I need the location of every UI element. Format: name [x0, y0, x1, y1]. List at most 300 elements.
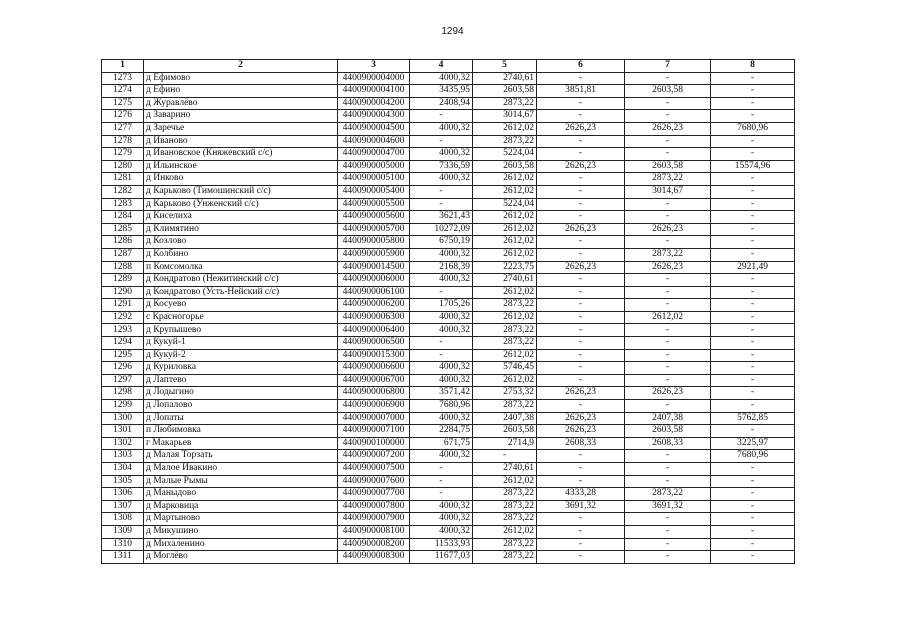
value-col-6: - [537, 97, 625, 110]
settlement-code: 4400900004200 [338, 97, 410, 110]
settlement-code: 4400900005000 [338, 160, 410, 173]
value-col-5: 2873,22 [473, 551, 537, 564]
value-col-7: - [625, 362, 711, 375]
value-col-8: - [711, 387, 795, 400]
value-col-8: 5762,85 [711, 412, 795, 425]
settlement-name: д Заречье [144, 122, 338, 135]
value-col-8: - [711, 97, 795, 110]
table-row [102, 349, 795, 362]
value-col-7: - [625, 463, 711, 476]
row-number: 1276 [102, 110, 144, 123]
settlement-name: д Иваново [144, 135, 338, 148]
value-col-4: 11677,03 [410, 551, 473, 564]
value-col-8: - [711, 148, 795, 161]
row-number: 1275 [102, 97, 144, 110]
settlement-code: 4400900007900 [338, 513, 410, 526]
header-cell: 5 [473, 60, 537, 73]
value-col-7: - [625, 513, 711, 526]
value-col-4: - [410, 475, 473, 488]
settlement-code: 4400900007100 [338, 425, 410, 438]
settlement-code: 4400900005500 [338, 198, 410, 211]
value-col-5: 2740,61 [473, 463, 537, 476]
value-col-8: - [711, 311, 795, 324]
value-col-8: - [711, 337, 795, 350]
settlement-name: д Марковица [144, 500, 338, 513]
settlement-name: д Малая Торзать [144, 450, 338, 463]
value-col-5: 2873,22 [473, 97, 537, 110]
value-col-4: 2408,94 [410, 97, 473, 110]
value-col-6: - [537, 274, 625, 287]
value-col-8: - [711, 538, 795, 551]
row-number: 1298 [102, 387, 144, 400]
value-col-5: 2740,61 [473, 72, 537, 85]
table-row [102, 551, 795, 564]
value-col-6: - [537, 400, 625, 413]
header-cell: 7 [625, 60, 711, 73]
value-col-5: 2612,02 [473, 173, 537, 186]
value-col-6: - [537, 286, 625, 299]
settlement-code: 4400900008300 [338, 551, 410, 564]
value-col-5: 2714,9 [473, 437, 537, 450]
value-col-7: 2873,22 [625, 248, 711, 261]
value-col-6: - [537, 248, 625, 261]
row-number: 1309 [102, 525, 144, 538]
settlement-code: 4400900005100 [338, 173, 410, 186]
value-col-5: - [473, 450, 537, 463]
settlement-code: 4400900006500 [338, 337, 410, 350]
table-row [102, 500, 795, 513]
value-col-7: - [625, 400, 711, 413]
settlement-name: д Кондратово (Нежитинский с/с) [144, 274, 338, 287]
settlement-code: 4400900005600 [338, 211, 410, 224]
value-col-6: 2626,23 [537, 261, 625, 274]
row-number: 1280 [102, 160, 144, 173]
value-col-5: 2612,02 [473, 236, 537, 249]
settlement-code: 4400900006900 [338, 400, 410, 413]
header-cell: 4 [410, 60, 473, 73]
value-col-7: - [625, 538, 711, 551]
value-col-7: 2603,58 [625, 425, 711, 438]
value-col-5: 2753,32 [473, 387, 537, 400]
row-number: 1292 [102, 311, 144, 324]
value-col-6: 2608,33 [537, 437, 625, 450]
table-row [102, 185, 795, 198]
value-col-6: 2626,23 [537, 223, 625, 236]
value-col-5: 2612,02 [473, 475, 537, 488]
settlement-code: 4400900006700 [338, 374, 410, 387]
value-col-4: 3435,95 [410, 85, 473, 98]
value-col-5: 2612,02 [473, 349, 537, 362]
value-col-4: - [410, 185, 473, 198]
value-col-6: 2626,23 [537, 122, 625, 135]
settlement-name: д Лаптево [144, 374, 338, 387]
value-col-6: - [537, 185, 625, 198]
settlement-code: 4400900007800 [338, 500, 410, 513]
value-col-4: 11533,93 [410, 538, 473, 551]
settlement-code: 4400900014500 [338, 261, 410, 274]
settlement-code: 4400900005400 [338, 185, 410, 198]
value-col-4: - [410, 488, 473, 501]
settlement-name: д Карьково (Тимошинский с/с) [144, 185, 338, 198]
table-row [102, 538, 795, 551]
table-row [102, 122, 795, 135]
value-col-6: 4333,28 [537, 488, 625, 501]
value-col-8: - [711, 286, 795, 299]
value-col-4: 4000,32 [410, 450, 473, 463]
header-cell: 3 [338, 60, 410, 73]
table-row [102, 362, 795, 375]
row-number: 1277 [102, 122, 144, 135]
value-col-5: 2603,58 [473, 160, 537, 173]
table-row [102, 110, 795, 123]
value-col-5: 2740,61 [473, 274, 537, 287]
settlement-code: 4400900100000 [338, 437, 410, 450]
value-col-6: - [537, 72, 625, 85]
row-number: 1301 [102, 425, 144, 438]
settlement-code: 4400900006300 [338, 311, 410, 324]
table-row [102, 211, 795, 224]
value-col-8: - [711, 425, 795, 438]
table-row [102, 72, 795, 85]
value-col-4: 4000,32 [410, 513, 473, 526]
value-col-6: - [537, 211, 625, 224]
row-number: 1293 [102, 324, 144, 337]
table-row [102, 261, 795, 274]
value-col-5: 2603,58 [473, 425, 537, 438]
value-col-8: - [711, 223, 795, 236]
settlement-code: 4400900007200 [338, 450, 410, 463]
row-number: 1290 [102, 286, 144, 299]
table-row [102, 173, 795, 186]
value-col-4: 2284,75 [410, 425, 473, 438]
value-col-5: 2873,22 [473, 488, 537, 501]
table-row [102, 198, 795, 211]
table-row [102, 311, 795, 324]
value-col-6: - [537, 349, 625, 362]
value-col-7: - [625, 211, 711, 224]
settlement-code: 4400900006000 [338, 274, 410, 287]
value-col-6: - [537, 337, 625, 350]
value-col-7: - [625, 525, 711, 538]
value-col-6: 2626,23 [537, 160, 625, 173]
row-number: 1286 [102, 236, 144, 249]
value-col-6: - [537, 173, 625, 186]
value-col-6: - [537, 463, 625, 476]
settlement-code: 4400900006200 [338, 299, 410, 312]
settlement-name: г Макарьев [144, 437, 338, 450]
settlement-code: 4400900006100 [338, 286, 410, 299]
settlement-code: 4400900007500 [338, 463, 410, 476]
value-col-4: 3621,43 [410, 211, 473, 224]
table-row [102, 236, 795, 249]
value-col-4: 4000,32 [410, 374, 473, 387]
settlement-code: 4400900007700 [338, 488, 410, 501]
value-col-8: - [711, 110, 795, 123]
value-col-6: - [537, 450, 625, 463]
value-col-7: - [625, 324, 711, 337]
value-col-5: 2612,02 [473, 211, 537, 224]
settlement-name: д Ефимово [144, 72, 338, 85]
value-col-7: - [625, 337, 711, 350]
value-col-6: - [537, 374, 625, 387]
value-col-7: - [625, 97, 711, 110]
value-col-5: 3014,67 [473, 110, 537, 123]
value-col-6: - [537, 362, 625, 375]
settlement-code: 4400900004300 [338, 110, 410, 123]
value-col-7: 2612,02 [625, 311, 711, 324]
value-col-4: 4000,32 [410, 525, 473, 538]
settlement-name: д Кукуй-2 [144, 349, 338, 362]
table-row [102, 450, 795, 463]
value-col-7: 2608,33 [625, 437, 711, 450]
value-col-7: - [625, 299, 711, 312]
value-col-5: 2612,02 [473, 122, 537, 135]
row-number: 1311 [102, 551, 144, 564]
row-number: 1291 [102, 299, 144, 312]
settlement-code: 4400900004700 [338, 148, 410, 161]
data-table [101, 59, 795, 564]
settlement-code: 4400900008100 [338, 525, 410, 538]
value-col-8: - [711, 475, 795, 488]
value-col-4: - [410, 463, 473, 476]
row-number: 1300 [102, 412, 144, 425]
settlement-code: 4400900006400 [338, 324, 410, 337]
value-col-8: - [711, 463, 795, 476]
header-cell: 8 [711, 60, 795, 73]
value-col-5: 2612,02 [473, 311, 537, 324]
value-col-5: 2873,22 [473, 299, 537, 312]
table-row [102, 337, 795, 350]
value-col-5: 2407,38 [473, 412, 537, 425]
value-col-4: 7336,59 [410, 160, 473, 173]
value-col-8: - [711, 85, 795, 98]
value-col-5: 2873,22 [473, 513, 537, 526]
value-col-8: - [711, 525, 795, 538]
settlement-name: п Любимовка [144, 425, 338, 438]
value-col-5: 2873,22 [473, 337, 537, 350]
settlement-name: п Комсомолка [144, 261, 338, 274]
table-row [102, 97, 795, 110]
value-col-4: - [410, 198, 473, 211]
value-col-5: 2612,02 [473, 525, 537, 538]
value-col-4: - [410, 349, 473, 362]
value-col-7: - [625, 274, 711, 287]
value-col-4: - [410, 110, 473, 123]
value-col-8: - [711, 72, 795, 85]
value-col-7: - [625, 198, 711, 211]
table-row [102, 475, 795, 488]
value-col-7: - [625, 286, 711, 299]
value-col-7: 2873,22 [625, 488, 711, 501]
value-col-8: - [711, 324, 795, 337]
page-number: 1294 [441, 26, 464, 37]
value-col-5: 5224,04 [473, 148, 537, 161]
value-col-6: - [537, 324, 625, 337]
value-col-8: - [711, 211, 795, 224]
row-number: 1284 [102, 211, 144, 224]
header-cell: 2 [144, 60, 338, 73]
value-col-8: 2921,49 [711, 261, 795, 274]
value-col-7: 3691,32 [625, 500, 711, 513]
settlement-name: д Лопалово [144, 400, 338, 413]
row-number: 1288 [102, 261, 144, 274]
value-col-4: 4000,32 [410, 412, 473, 425]
settlement-name: д Карьково (Унженский с/с) [144, 198, 338, 211]
value-col-6: - [537, 299, 625, 312]
value-col-7: 2626,23 [625, 387, 711, 400]
settlement-code: 4400900006600 [338, 362, 410, 375]
table-row [102, 299, 795, 312]
header-cell: 6 [537, 60, 625, 73]
row-number: 1294 [102, 337, 144, 350]
header-row [102, 60, 795, 73]
settlement-name: д Ефино [144, 85, 338, 98]
table-row [102, 463, 795, 476]
row-number: 1282 [102, 185, 144, 198]
row-number: 1302 [102, 437, 144, 450]
settlement-name: д Косуево [144, 299, 338, 312]
value-col-7: - [625, 110, 711, 123]
table-row [102, 425, 795, 438]
settlement-name: д Лопаты [144, 412, 338, 425]
value-col-6: - [537, 110, 625, 123]
value-col-4: 4000,32 [410, 362, 473, 375]
value-col-5: 5224,04 [473, 198, 537, 211]
value-col-8: - [711, 513, 795, 526]
value-col-5: 2873,22 [473, 538, 537, 551]
settlement-name: д Климятино [144, 223, 338, 236]
value-col-4: 4000,32 [410, 324, 473, 337]
value-col-8: - [711, 551, 795, 564]
value-col-5: 2612,02 [473, 374, 537, 387]
settlement-code: 4400900004100 [338, 85, 410, 98]
table-row [102, 437, 795, 450]
row-number: 1278 [102, 135, 144, 148]
value-col-6: 2626,23 [537, 387, 625, 400]
value-col-6: - [537, 236, 625, 249]
settlement-name: д Малое Ивакино [144, 463, 338, 476]
settlement-name: д Лодыгино [144, 387, 338, 400]
settlement-code: 4400900005900 [338, 248, 410, 261]
row-number: 1285 [102, 223, 144, 236]
value-col-4: 671,75 [410, 437, 473, 450]
value-col-7: 2626,23 [625, 261, 711, 274]
value-col-7: - [625, 72, 711, 85]
value-col-7: - [625, 236, 711, 249]
settlement-name: д Кондратово (Усть-Нейский с/с) [144, 286, 338, 299]
row-number: 1306 [102, 488, 144, 501]
table-row [102, 135, 795, 148]
value-col-4: 4000,32 [410, 173, 473, 186]
table-row [102, 286, 795, 299]
value-col-8: - [711, 400, 795, 413]
value-col-5: 2873,22 [473, 135, 537, 148]
value-col-7: 2626,23 [625, 223, 711, 236]
settlement-name: д Ивановское (Княжевский с/с) [144, 148, 338, 161]
value-col-5: 2612,02 [473, 223, 537, 236]
value-col-7: - [625, 450, 711, 463]
value-col-8: - [711, 274, 795, 287]
value-col-7: 3014,67 [625, 185, 711, 198]
settlement-code: 4400900007600 [338, 475, 410, 488]
value-col-4: 3571,42 [410, 387, 473, 400]
settlement-code: 4400900004500 [338, 122, 410, 135]
header-cell: 1 [102, 60, 144, 73]
row-number: 1281 [102, 173, 144, 186]
value-col-7: 2407,38 [625, 412, 711, 425]
value-col-6: - [537, 513, 625, 526]
value-col-8: 15574,96 [711, 160, 795, 173]
value-col-6: - [537, 475, 625, 488]
settlement-name: д Микушино [144, 525, 338, 538]
settlement-name: д Ильинское [144, 160, 338, 173]
settlement-name: д Крупышево [144, 324, 338, 337]
row-number: 1295 [102, 349, 144, 362]
table-row [102, 387, 795, 400]
settlement-name: д Малые Рымы [144, 475, 338, 488]
value-col-4: 4000,32 [410, 274, 473, 287]
value-col-7: 2873,22 [625, 173, 711, 186]
value-col-7: - [625, 475, 711, 488]
value-col-6: 3851,81 [537, 85, 625, 98]
value-col-6: 2626,23 [537, 425, 625, 438]
row-number: 1299 [102, 400, 144, 413]
row-number: 1273 [102, 72, 144, 85]
table-row [102, 488, 795, 501]
value-col-8: - [711, 236, 795, 249]
row-number: 1283 [102, 198, 144, 211]
row-number: 1304 [102, 463, 144, 476]
value-col-8: - [711, 173, 795, 186]
settlement-code: 4400900008200 [338, 538, 410, 551]
table-row [102, 400, 795, 413]
settlement-code: 4400900007000 [338, 412, 410, 425]
value-col-4: 4000,32 [410, 311, 473, 324]
value-col-6: - [537, 525, 625, 538]
value-col-7: - [625, 349, 711, 362]
value-col-8: - [711, 135, 795, 148]
value-col-4: - [410, 337, 473, 350]
table-row [102, 525, 795, 538]
value-col-5: 2873,22 [473, 500, 537, 513]
value-col-7: - [625, 135, 711, 148]
row-number: 1287 [102, 248, 144, 261]
value-col-8: 7680,96 [711, 122, 795, 135]
value-col-4: - [410, 135, 473, 148]
settlement-name: д Киселиха [144, 211, 338, 224]
value-col-7: - [625, 148, 711, 161]
value-col-4: 4000,32 [410, 72, 473, 85]
settlement-code: 4400900005700 [338, 223, 410, 236]
row-number: 1307 [102, 500, 144, 513]
settlement-name: д Мартыново [144, 513, 338, 526]
table-row [102, 160, 795, 173]
value-col-6: - [537, 538, 625, 551]
value-col-8: - [711, 299, 795, 312]
settlement-name: д Инково [144, 173, 338, 186]
row-number: 1279 [102, 148, 144, 161]
value-col-4: 6750,19 [410, 236, 473, 249]
table-row [102, 223, 795, 236]
table-row [102, 513, 795, 526]
settlement-name: д Михаленино [144, 538, 338, 551]
settlement-name: д Журавлёво [144, 97, 338, 110]
value-col-8: - [711, 185, 795, 198]
value-col-8: 3225,97 [711, 437, 795, 450]
table-row [102, 274, 795, 287]
settlement-name: д Козлово [144, 236, 338, 249]
value-col-5: 2603,58 [473, 85, 537, 98]
